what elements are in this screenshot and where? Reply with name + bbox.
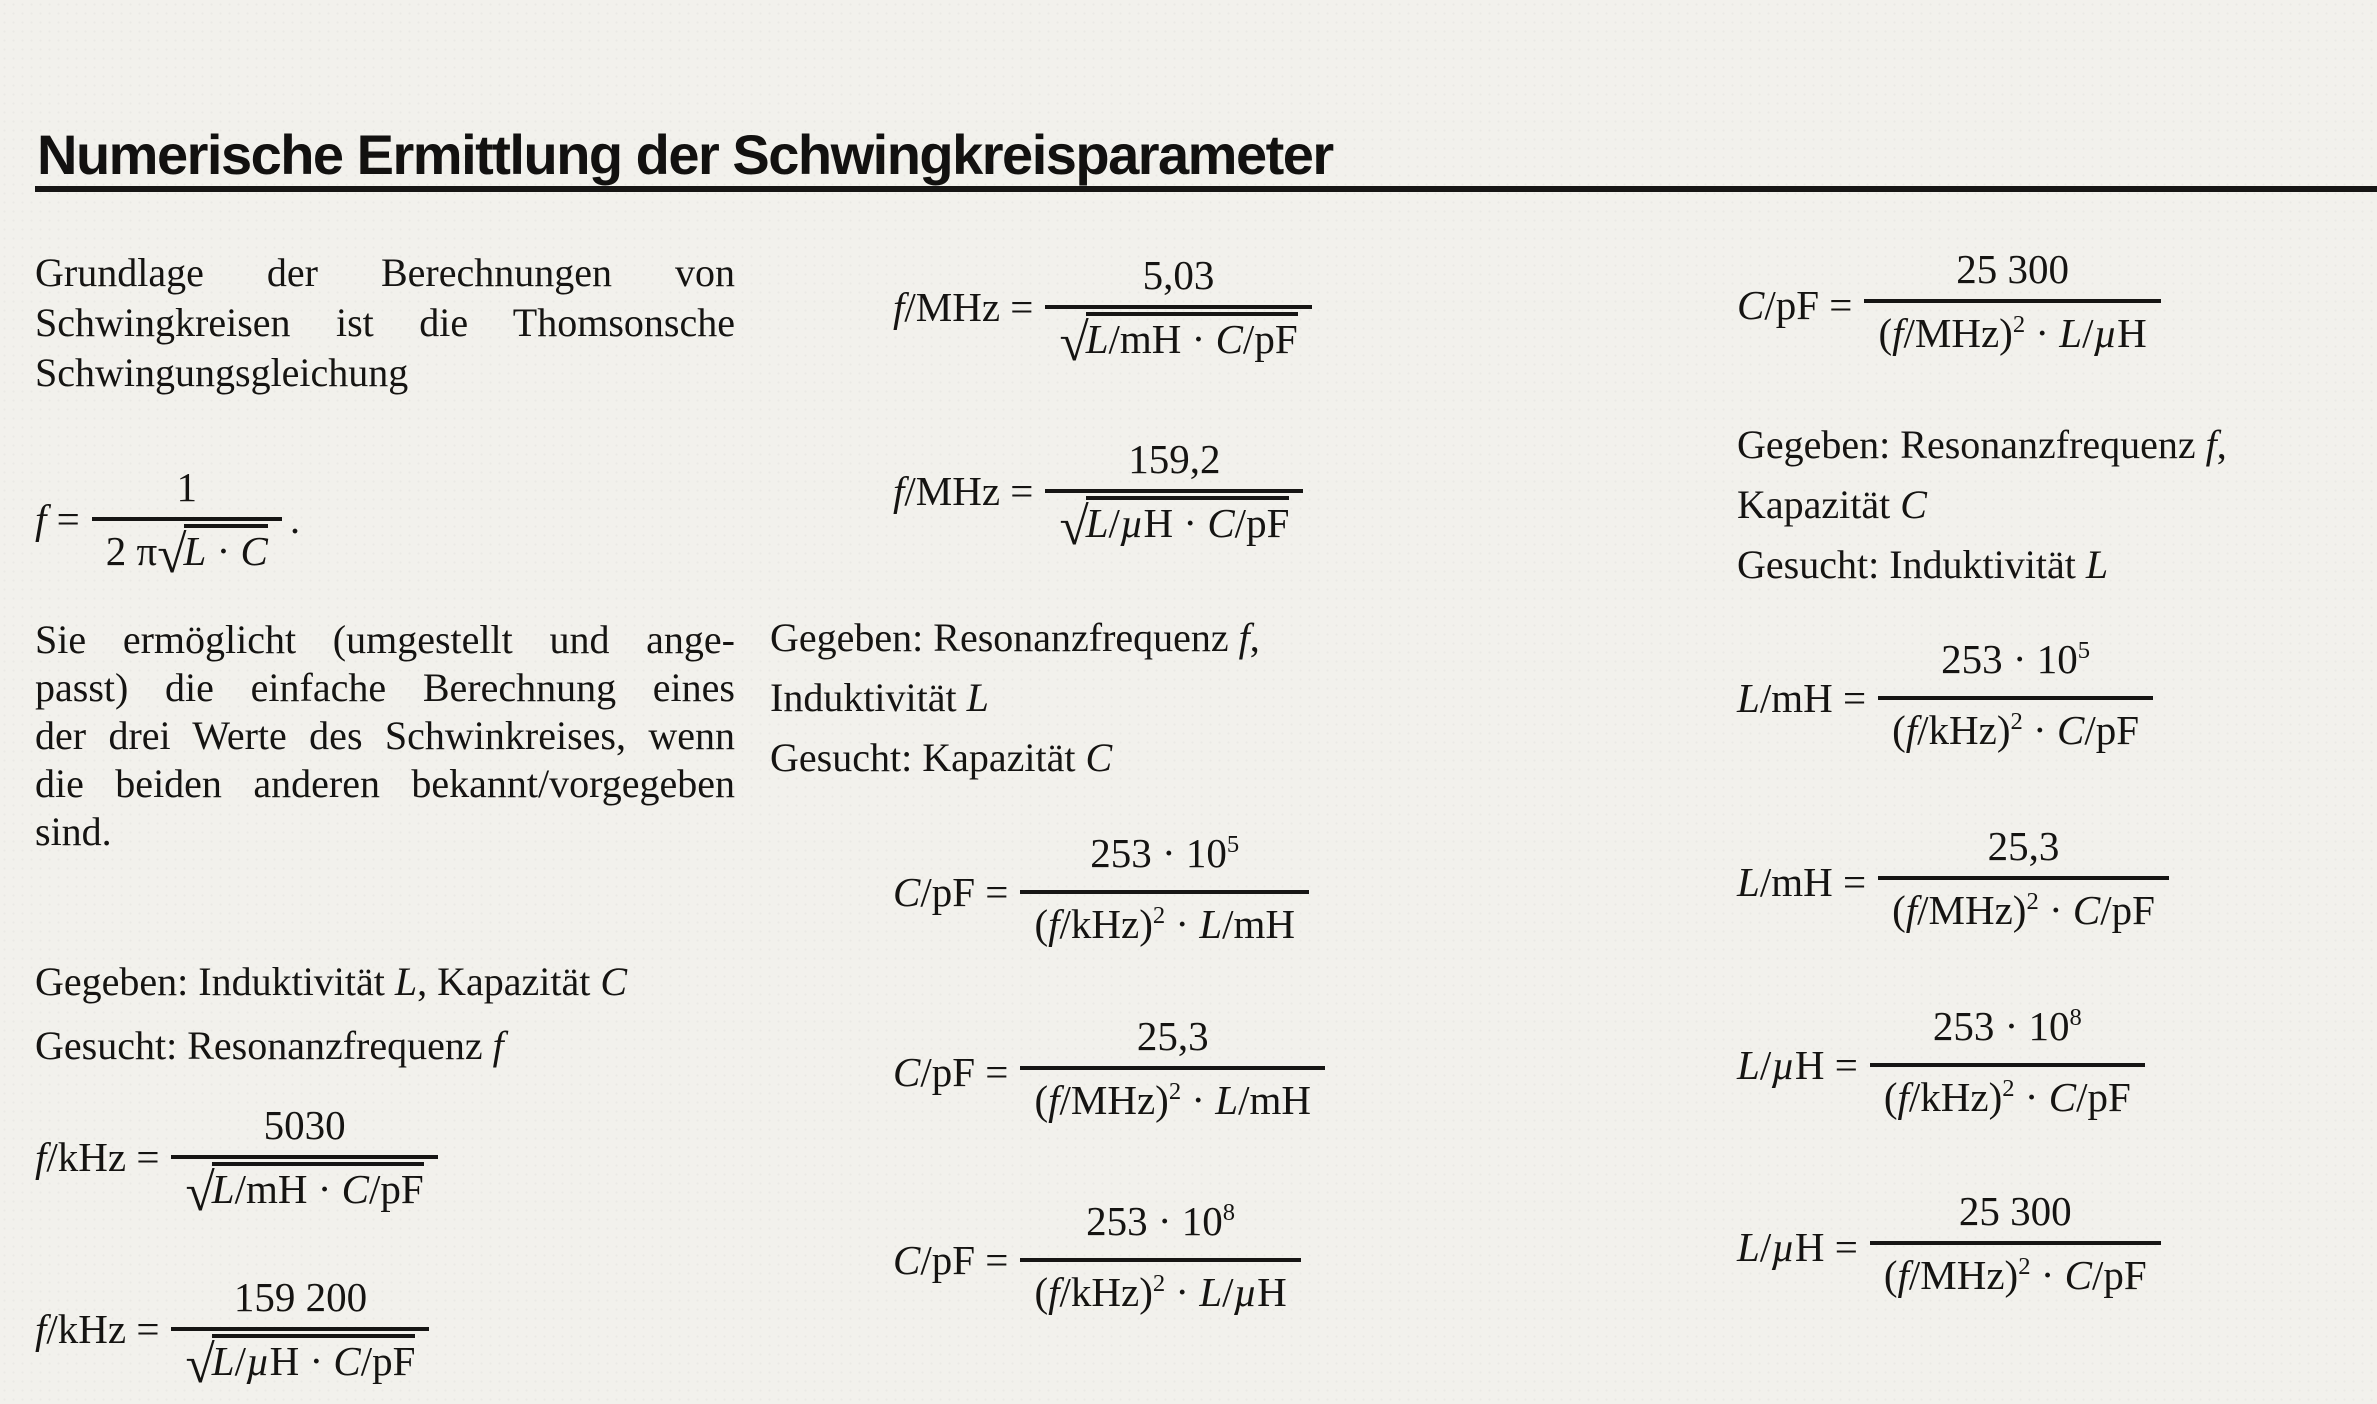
formula-lhs: f/MHz = (893, 468, 1034, 514)
formula-lhs: C/pF = (1737, 281, 1853, 328)
denominator-prefix: 2 π (105, 528, 158, 574)
fraction (92, 462, 282, 584)
formula-f-mhz-mh (893, 250, 1312, 372)
radicand: L/µH · C/pF (1086, 496, 1290, 546)
given-line: Induktivität L (770, 675, 989, 720)
fraction-denominator: $(f/kHz)^2 \cdot C/pF$ (1870, 1063, 2145, 1129)
paragraph-method (35, 616, 735, 856)
fraction (1870, 1186, 2161, 1307)
formula-c-mhz-uh (1737, 244, 2161, 365)
fraction-numerator: 5030 (263, 1102, 346, 1148)
fraction (1878, 821, 2169, 942)
formula-f-khz-uh (35, 1272, 429, 1394)
fraction (1864, 244, 2160, 365)
paragraph-line: Schwingungsgleichung (35, 350, 409, 395)
paragraph-line: passt) die einfache Berechnung eines (35, 665, 735, 710)
given-sought-block-3 (1737, 415, 2227, 595)
fraction (1878, 634, 2153, 762)
formula-lhs: L/mH = (1737, 675, 1867, 721)
formula-f-khz-mh (35, 1100, 438, 1222)
formula-lhs: C/pF = (893, 869, 1009, 915)
paragraph-line: der drei Werte des Schwinkreises, wenn (35, 713, 735, 758)
fraction-numerator: 5,03 (1142, 252, 1215, 298)
given-sought-block-2 (770, 608, 1260, 788)
fraction-numerator: 1 (176, 464, 198, 510)
fraction (1045, 250, 1311, 372)
given-line: Gegeben: Resonanzfrequenz f, (1737, 422, 2227, 467)
formula-lhs: L/µH = (1737, 1042, 1858, 1088)
formula-thomson (35, 462, 301, 584)
radical-sign: √ (185, 1163, 215, 1222)
radicand: L/mH · C/pF (212, 1162, 424, 1212)
radicand: L/mH · C/pF (1086, 312, 1298, 362)
paragraph-line: Grundlage der Berechnungen von (35, 250, 735, 295)
fraction-denominator: $(f/MHz)^2 \cdot L/mH$ (1020, 1066, 1325, 1132)
formula-lhs: L/mH = (1737, 858, 1867, 905)
fraction (1045, 434, 1303, 556)
paragraph-line: die beiden anderen bekannt/vorgegeben (35, 761, 735, 806)
given-line: Gegeben: Resonanzfrequenz f, (770, 615, 1260, 660)
sought-line: Gesucht: Resonanzfrequenz f (35, 1023, 504, 1068)
sought-line: Gesucht: Induktivität L (1737, 542, 2109, 587)
radical-sign: √ (1059, 497, 1089, 556)
paragraph-line: Sie ermöglicht (umgestellt und ange- (35, 617, 735, 662)
given-sought-block-1 (35, 950, 627, 1078)
fraction (1870, 1001, 2145, 1129)
formula-c-mhz-mh (893, 1011, 1325, 1132)
fraction-denominator (92, 517, 282, 584)
fraction-numerator: 25,3 (1136, 1013, 1209, 1059)
given-line: Kapazität C (1737, 482, 1927, 527)
fraction-numerator: $253 \cdot 10^5$ (1090, 830, 1240, 876)
fraction-numerator: 159,2 (1128, 436, 1221, 482)
formula-lhs: f/kHz = (35, 1134, 160, 1180)
page-title: Numerische Ermittlung der Schwingkreisparameter (37, 123, 1333, 186)
formula-period: . (289, 496, 301, 542)
radicand: L · C (184, 524, 268, 574)
radical-sign: √ (157, 525, 187, 584)
given-line: Gegeben: Induktivität L, Kapazität C (35, 959, 628, 1004)
fraction (171, 1100, 437, 1222)
paragraph-line: Schwingkreisen ist die Thomsonsche (35, 300, 735, 345)
formula-lhs: f/MHz = (893, 284, 1034, 330)
fraction-denominator: $(f/MHz)^2 \cdot C/pF$ (1878, 876, 2169, 942)
formula-lhs: L/µH = (1737, 1223, 1858, 1270)
fraction-denominator (171, 1155, 437, 1222)
fraction-numerator: 25,3 (1987, 823, 2060, 869)
formula-f-mhz-uh (893, 434, 1303, 556)
fraction-denominator (1045, 489, 1303, 556)
formula-lhs: C/pF = (893, 1237, 1009, 1283)
fraction (1020, 1011, 1325, 1132)
fraction-numerator: 25 300 (1956, 246, 2069, 292)
fraction-numerator: $253 \cdot 10^8$ (1932, 1003, 2082, 1049)
radical-sign: √ (185, 1335, 215, 1394)
sought-line: Gesucht: Kapazität C (770, 735, 1113, 780)
fraction (171, 1272, 429, 1394)
fraction-denominator: $(f/kHz)^2 \cdot C/pF$ (1878, 696, 2153, 762)
fraction-numerator: 25 300 (1958, 1188, 2072, 1234)
formula-lhs: C/pF = (893, 1048, 1009, 1095)
radical-sign: √ (1059, 313, 1089, 372)
radicand: L/µH · C/pF (212, 1334, 416, 1384)
formula-l-mh-mhz (1737, 821, 2169, 942)
fraction-numerator: 159 200 (233, 1274, 368, 1320)
formula-c-khz-mh (893, 828, 1309, 956)
title-rule (35, 186, 2377, 192)
fraction (1020, 828, 1309, 956)
fraction-numerator: $253 \cdot 10^5$ (1941, 636, 2091, 682)
fraction (1020, 1196, 1300, 1324)
paragraph-line: sind. (35, 809, 112, 854)
fraction-denominator: $(f/MHz)^2 \cdot C/pF$ (1870, 1241, 2161, 1307)
formula-l-uh-khz (1737, 1001, 2145, 1129)
fraction-denominator: $(f/MHz)^2 \cdot L/\mu H$ (1864, 299, 2160, 365)
fraction-numerator: $253 \cdot 10^8$ (1086, 1198, 1236, 1244)
formula-c-khz-uh (893, 1196, 1301, 1324)
formula-lhs: f/kHz = (35, 1306, 160, 1352)
formula-lhs: f = (35, 496, 80, 542)
paragraph-intro (35, 248, 735, 398)
fraction-denominator: $(f/kHz)^2 \cdot L/mH$ (1020, 890, 1309, 956)
fraction-denominator: $(f/kHz)^2 \cdot L/\mu H$ (1020, 1258, 1300, 1324)
formula-l-mh-khz (1737, 634, 2153, 762)
fraction-denominator (171, 1327, 429, 1394)
fraction-denominator (1045, 305, 1311, 372)
formula-l-uh-mhz (1737, 1186, 2161, 1307)
